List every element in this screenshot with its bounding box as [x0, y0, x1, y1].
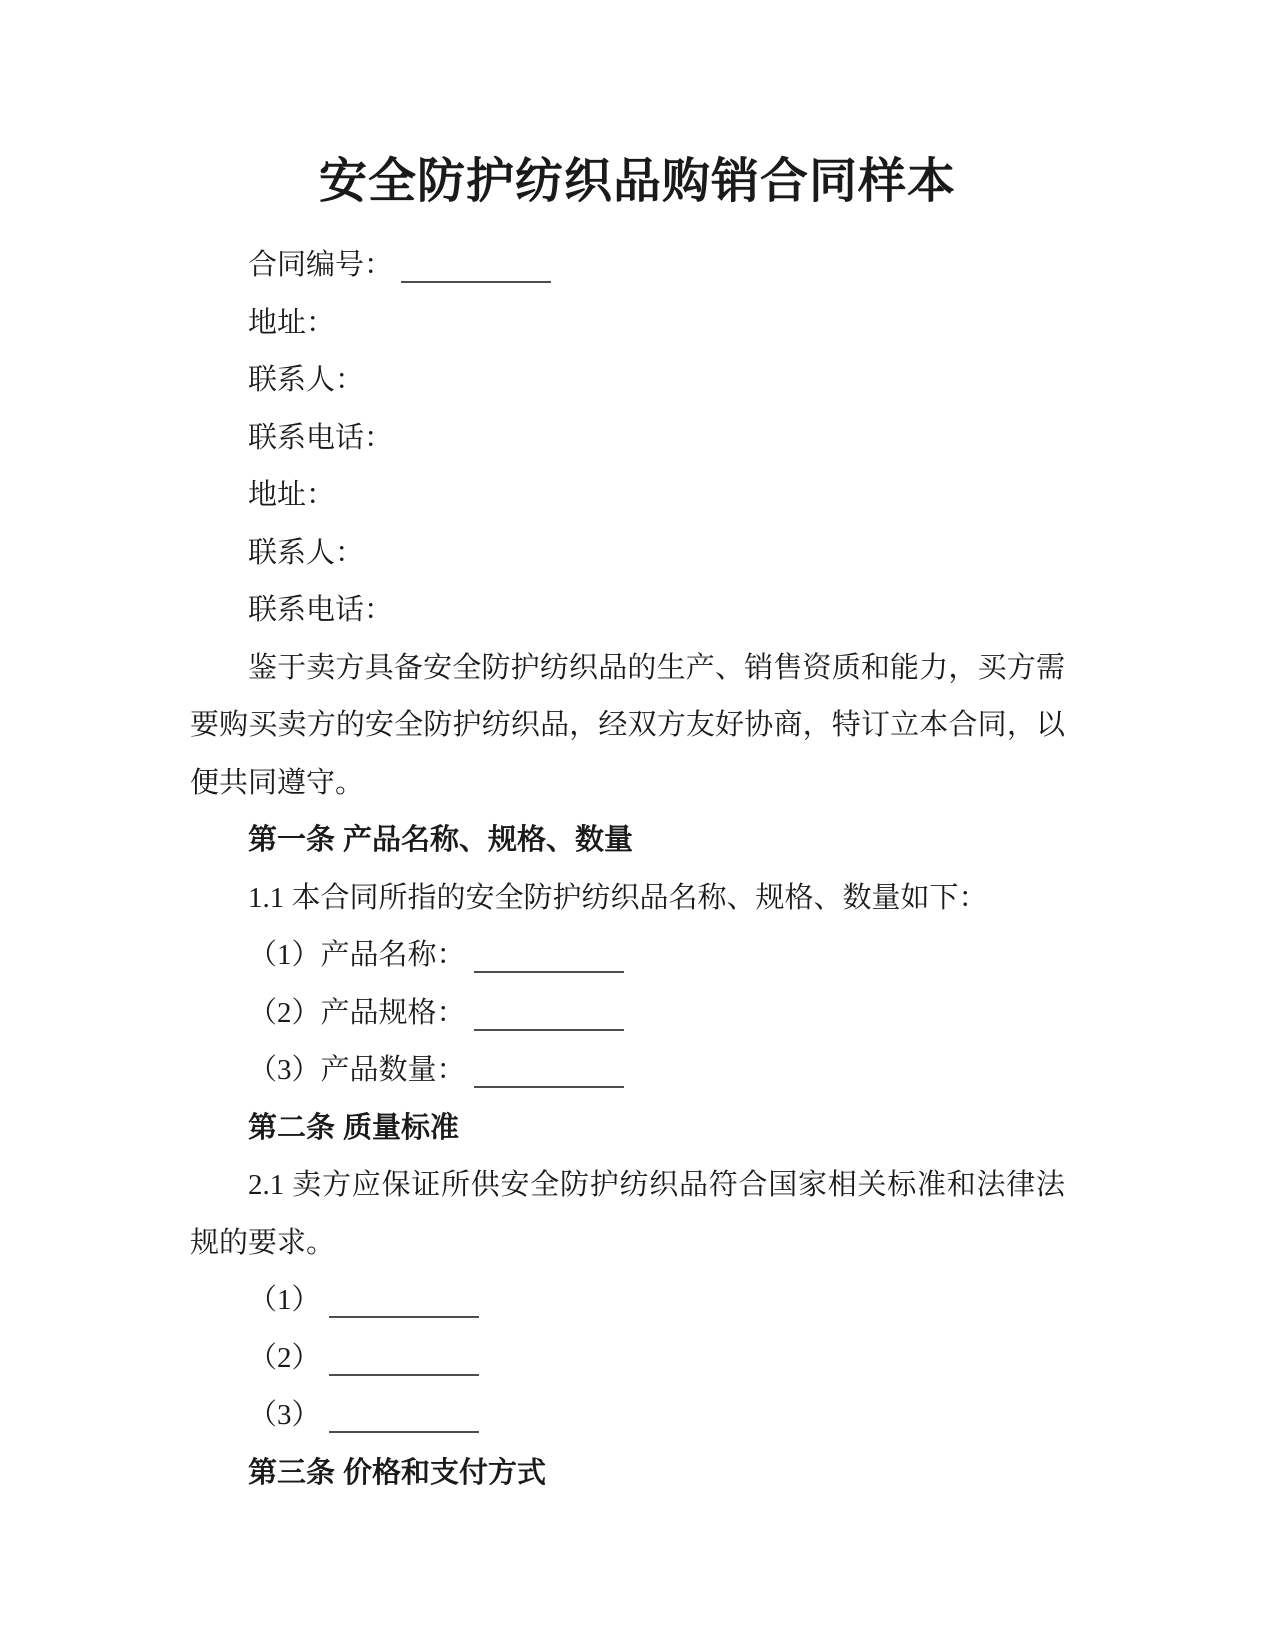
preamble-line-3: 便共同遵守。	[190, 766, 365, 799]
product-spec-blank-underline	[474, 989, 624, 1031]
section-3-heading: 第三条 价格和支付方式	[248, 1456, 547, 1489]
quality-item-2-line	[190, 1330, 1065, 1388]
quality-item-1-blank-underline	[329, 1276, 479, 1318]
contact-person-line-1: 联系人：	[248, 364, 365, 396]
contract-number-blank-underline	[401, 241, 551, 283]
product-quantity-blank-underline	[474, 1046, 624, 1088]
section-1-intro: 1.1 本合同所指的安全防护纺织品名称、规格、数量如下：	[248, 881, 988, 914]
section-2-intro-line-2: 规的要求。	[190, 1226, 336, 1259]
section-2-heading: 第二条 质量标准	[248, 1111, 460, 1144]
contact-person-line-2: 联系人：	[248, 536, 365, 569]
product-spec-line	[190, 985, 1065, 1043]
product-name-line	[190, 927, 1065, 985]
quality-item-1-line	[190, 1272, 1065, 1330]
section-2-intro-line-1: 2.1 卖方应保证所供安全防护纺织品符合国家相关标准和法律法	[248, 1169, 1065, 1201]
contact-phone-line-2: 联系电话：	[248, 594, 394, 626]
quality-item-2-label: （2）	[248, 1341, 321, 1374]
address-line-2: 地址：	[248, 479, 336, 511]
product-spec-label: （2）产品规格：	[248, 996, 466, 1029]
product-name-blank-underline	[474, 931, 624, 973]
document-body	[190, 237, 1065, 1502]
preamble-line-2: 要购买卖方的安全防护纺织品，经双方友好协商，特订立本合同，以	[190, 709, 1065, 741]
contract-number-line	[190, 237, 1065, 295]
product-quantity-label: （3）产品数量：	[248, 1054, 466, 1086]
quality-item-2-blank-underline	[329, 1334, 479, 1376]
preamble-line-1: 鉴于卖方具备安全防护纺织品的生产、销售资质和能力，买方需	[248, 651, 1065, 684]
document-title: 安全防护纺织品购销合同样本	[318, 155, 956, 208]
product-name-label: （1）产品名称：	[248, 939, 466, 971]
quality-item-3-line	[190, 1387, 1065, 1445]
contact-phone-line-1: 联系电话：	[248, 421, 394, 454]
quality-item-3-label: （3）	[248, 1399, 321, 1431]
product-quantity-line	[190, 1042, 1065, 1100]
section-1-heading: 第一条 产品名称、规格、数量	[248, 824, 634, 856]
address-line-1: 地址：	[248, 306, 336, 339]
quality-item-3-blank-underline	[329, 1391, 479, 1433]
contract-number-label: 合同编号：	[248, 249, 394, 281]
quality-item-1-label: （1）	[248, 1284, 321, 1316]
